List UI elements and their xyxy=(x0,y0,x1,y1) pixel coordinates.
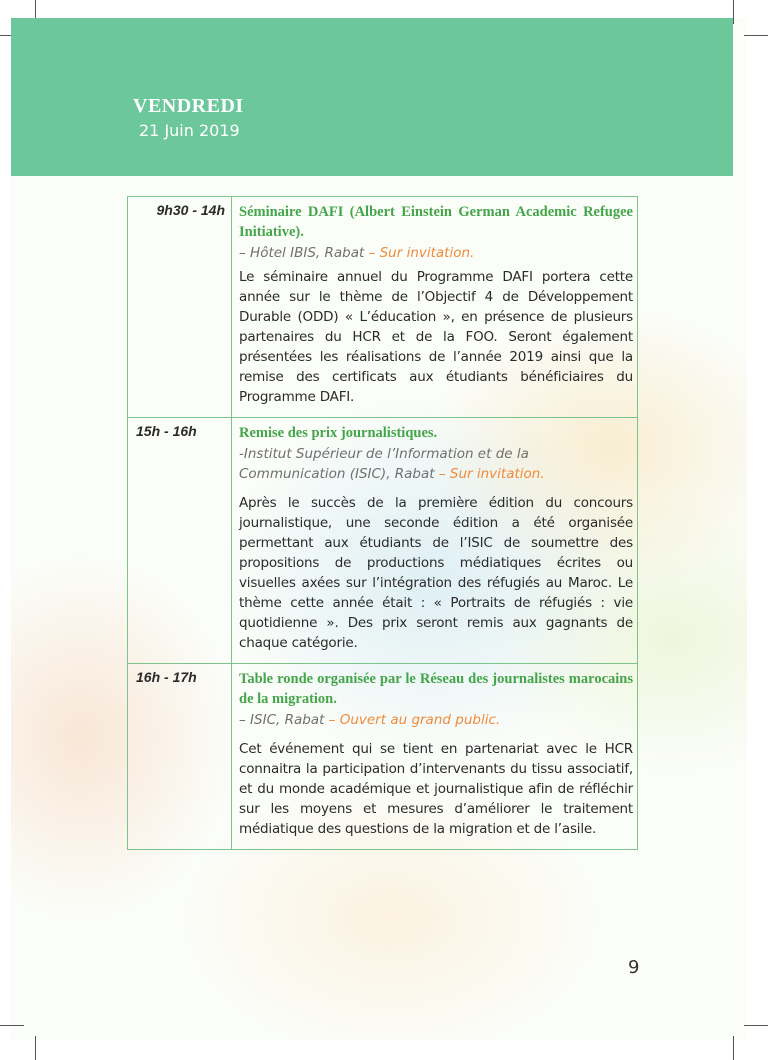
event-content xyxy=(232,197,638,418)
event-time: 16h - 17h xyxy=(128,664,232,850)
event-location xyxy=(239,710,633,730)
schedule-row xyxy=(128,418,638,664)
location-name: – ISIC, Rabat xyxy=(239,712,325,728)
crop-mark xyxy=(733,1036,734,1060)
header-band xyxy=(11,18,733,176)
event-time: 15h - 16h xyxy=(128,418,232,664)
crop-mark xyxy=(35,1036,36,1060)
crop-mark xyxy=(0,1025,24,1026)
crop-mark xyxy=(744,35,768,36)
access-note: – Ouvert au grand public. xyxy=(324,712,501,728)
crop-mark xyxy=(733,0,734,24)
page-number: 9 xyxy=(628,957,640,978)
event-content xyxy=(232,418,638,664)
event-title: Remise des prix journalistiques. xyxy=(239,425,438,441)
event-content xyxy=(232,664,638,850)
schedule-row xyxy=(128,664,638,850)
event-description: Cet événement qui se tient en partenariat avec le HCR connaitra la participation d’intervenants du tissu associatif, et du monde académique et journalistique afin de réfléchir sur les moyens et mesures d’améliorer le traitement médiatique des questions de la migration et de l’asile. xyxy=(239,741,633,837)
event-description: Après le succès de la première édition du concours journalistique, une seconde édition a été organisée permettant aux étudiants de l’ISIC de soumettre des propositions de productions médiatiques écrites ou visuelles axées sur l’intégration des réfugiés au Maroc. Le thème cette année était : « Portraits de réfugiés : vie quotidienne ». Des prix seront remis aux gagnants de chaque catégorie. xyxy=(239,495,633,651)
crop-mark xyxy=(744,1025,768,1026)
event-location xyxy=(239,444,633,484)
location-name: – Hôtel IBIS, Rabat xyxy=(239,245,365,261)
event-title: Séminaire DAFI (Albert Einstein German Academic Refugee Initiative). xyxy=(239,204,633,240)
event-title: Table ronde organisée par le Réseau des journalistes marocains de la migration. xyxy=(239,671,633,707)
day-date: 21 Juin 2019 xyxy=(139,121,240,140)
location-name: -Institut Supérieur de l’Information et de la Communication (ISIC), Rabat xyxy=(239,446,529,482)
event-time: 9h30 - 14h xyxy=(128,197,232,418)
access-note: – Sur invitation. xyxy=(434,466,545,482)
access-note: – Sur invitation. xyxy=(364,245,475,261)
day-title: VENDREDI xyxy=(133,95,244,117)
event-location xyxy=(239,243,633,263)
schedule-row xyxy=(128,197,638,418)
schedule-table xyxy=(127,196,638,850)
event-description: Le séminaire annuel du Programme DAFI portera cette année sur le thème de l’Objectif 4 de Développement Durable (ODD) « L’éducation », en présence de plusieurs partenaires du HCR et de la FOO. Seront également présentées les réalisations de l’année 2019 ainsi que la remise des certificats aux étudiants bénéficiaires du Programme DAFI. xyxy=(239,269,633,405)
